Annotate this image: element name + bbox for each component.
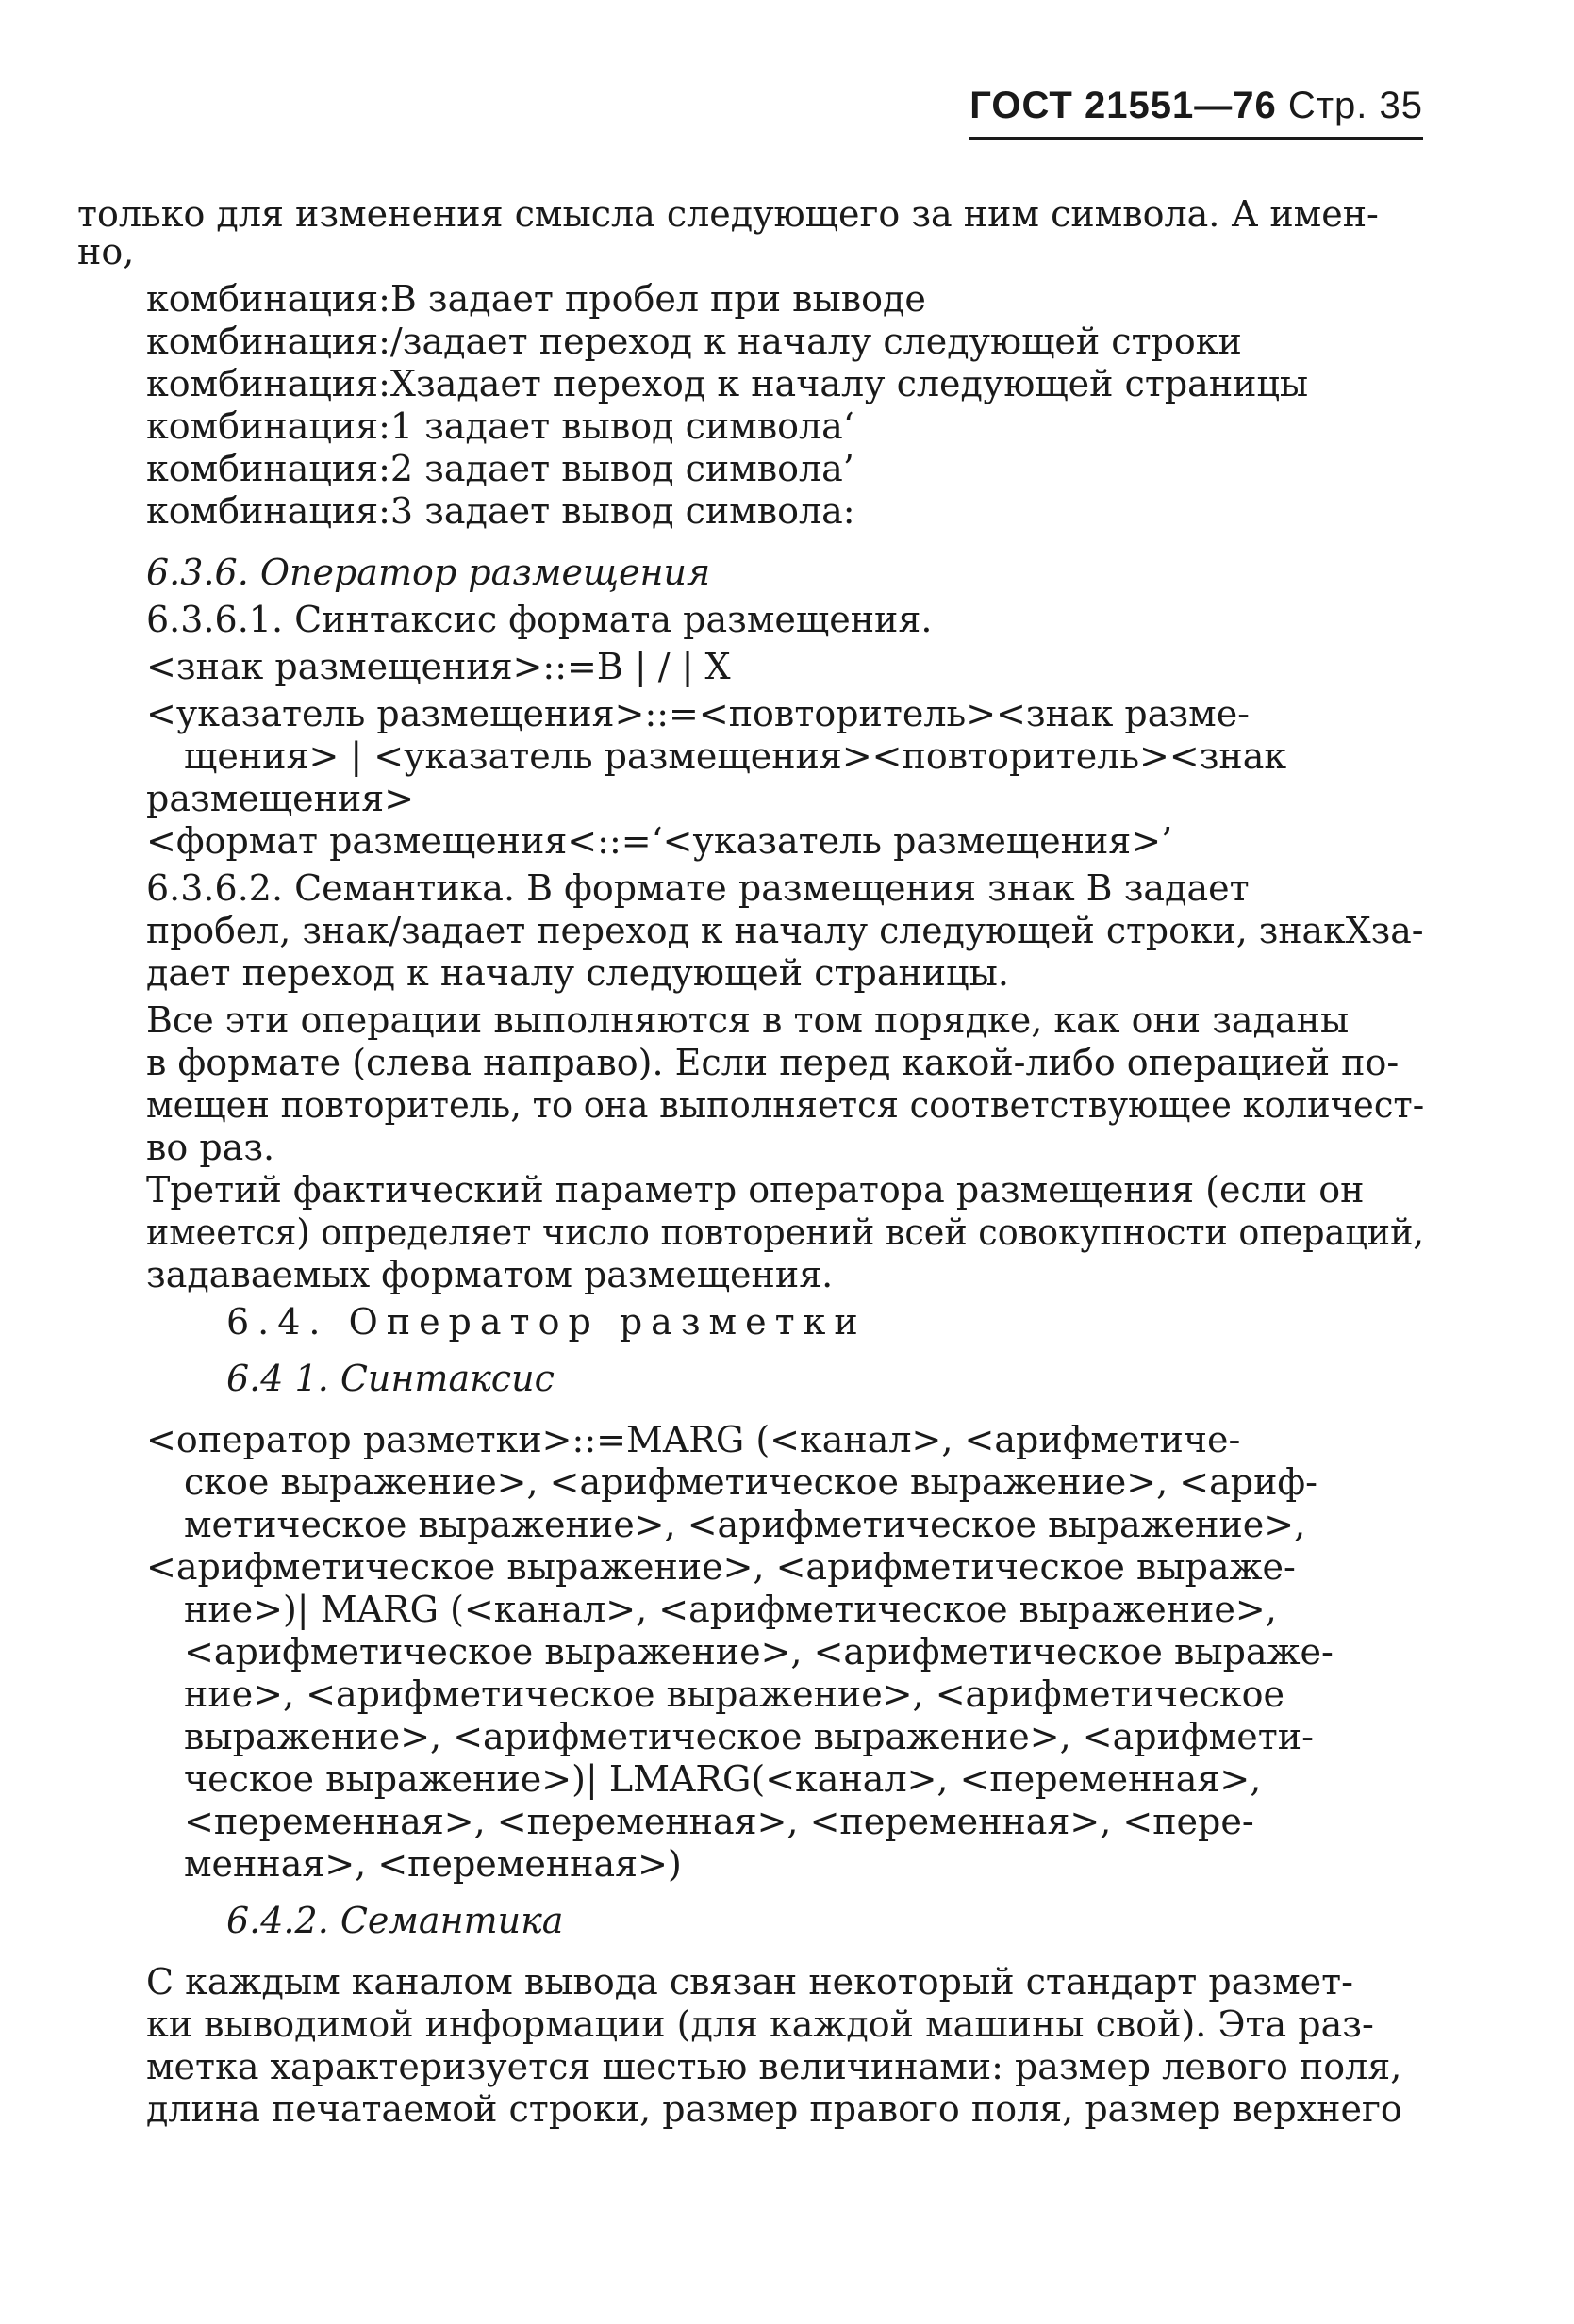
text-line: но, <box>77 231 135 272</box>
text-line: ческое выражение>)| LMARG(<канал>, <переменная>, <box>184 1758 1262 1800</box>
text-line: <указатель размещения>::=<повторитель><знак разме- <box>146 693 1251 734</box>
section-heading: 6.4 1. Синтаксис <box>226 1358 555 1399</box>
text-line: метка характеризуется шестью величинами: размер левого поля, <box>146 2046 1402 2087</box>
page-header <box>969 85 1423 140</box>
text-line: только для изменения смысла следующего за ним символа. А имен- <box>77 193 1379 235</box>
text-line: <арифметическое выражение>, <арифметическое выраже- <box>146 1546 1296 1588</box>
text-line: <знак размещения>::=В | / | X <box>146 646 731 687</box>
text-line: комбинация:1 задает вывод символа‘ <box>146 405 854 447</box>
section-heading: 6.4.2. Семантика <box>226 1900 564 1941</box>
text-line: комбинация:2 задает вывод символа’ <box>146 448 854 489</box>
text-line: дает переход к началу следующей страницы. <box>146 952 1009 994</box>
text-line: 6.3.6.2. Семантика. В формате размещения знак В задает <box>146 867 1250 909</box>
text-line: метическое выражение>, <арифметическое выражение>, <box>184 1504 1306 1545</box>
text-line: 6.3.6.1. Синтаксис формата размещения. <box>146 599 933 640</box>
text-line: в формате (слева направо). Если перед какой-либо операцией по- <box>146 1042 1400 1083</box>
text-line: ское выражение>, <арифметическое выражение>, <ариф- <box>184 1461 1317 1503</box>
text-line: <оператор разметки>::=MARG (<канал>, <арифметиче- <box>146 1419 1241 1460</box>
text-line: С каждым каналом вывода связан некоторый стандарт размет- <box>146 1961 1354 2003</box>
text-line: ние>, <арифметическое выражение>, <арифметическое <box>184 1673 1285 1715</box>
text-line: комбинация:3 задает вывод символа: <box>146 490 855 532</box>
text-line: щения> | <указатель размещения><повторитель><знак <box>184 735 1287 777</box>
text-line: ние>)| MARG (<канал>, <арифметическое выражение>, <box>184 1589 1277 1630</box>
text-line: комбинация:/задает переход к началу следующей строки <box>146 321 1242 362</box>
section-heading: 6.3.6. Оператор размещения <box>146 552 711 593</box>
page-number: Стр. 35 <box>1287 85 1423 126</box>
text-line: <переменная>, <переменная>, <переменная>, <пере- <box>184 1801 1254 1842</box>
text-line: комбинация:Xзадает переход к началу следующей страницы <box>146 363 1309 404</box>
text-line: менная>, <переменная>) <box>184 1843 682 1885</box>
text-line: <арифметическое выражение>, <арифметическое выраже- <box>184 1631 1334 1673</box>
text-line: выражение>, <арифметическое выражение>, <арифмети- <box>184 1716 1314 1757</box>
text-line: мещен повторитель, то она выполняется соответствующее количест- <box>146 1084 1425 1126</box>
text-line: длина печатаемой строки, размер правого поля, размер верхнего <box>146 2088 1402 2130</box>
text-line: имеется) определяет число повторений всей совокупности операций, <box>146 1211 1425 1253</box>
standard-number: ГОСТ 21551—76 <box>969 85 1277 126</box>
section-heading: 6.4. Оператор разметки <box>226 1301 867 1343</box>
text-line: комбинация:В задает пробел при выводе <box>146 278 926 320</box>
text-line: задаваемых форматом размещения. <box>146 1254 834 1295</box>
text-line: <формат размещения<::=‘<указатель размещения>’ <box>146 820 1173 862</box>
text-line: размещения> <box>146 778 415 819</box>
text-line: Третий фактический параметр оператора размещения (если он <box>146 1169 1365 1211</box>
text-line: во раз. <box>146 1127 275 1168</box>
text-line: пробел, знак/задает переход к началу следующей строки, знакXза- <box>146 910 1424 951</box>
text-line: Все эти операции выполняются в том порядке, как они заданы <box>146 999 1350 1041</box>
text-line: ки выводимой информации (для каждой машины свой). Эта раз- <box>146 2003 1374 2045</box>
